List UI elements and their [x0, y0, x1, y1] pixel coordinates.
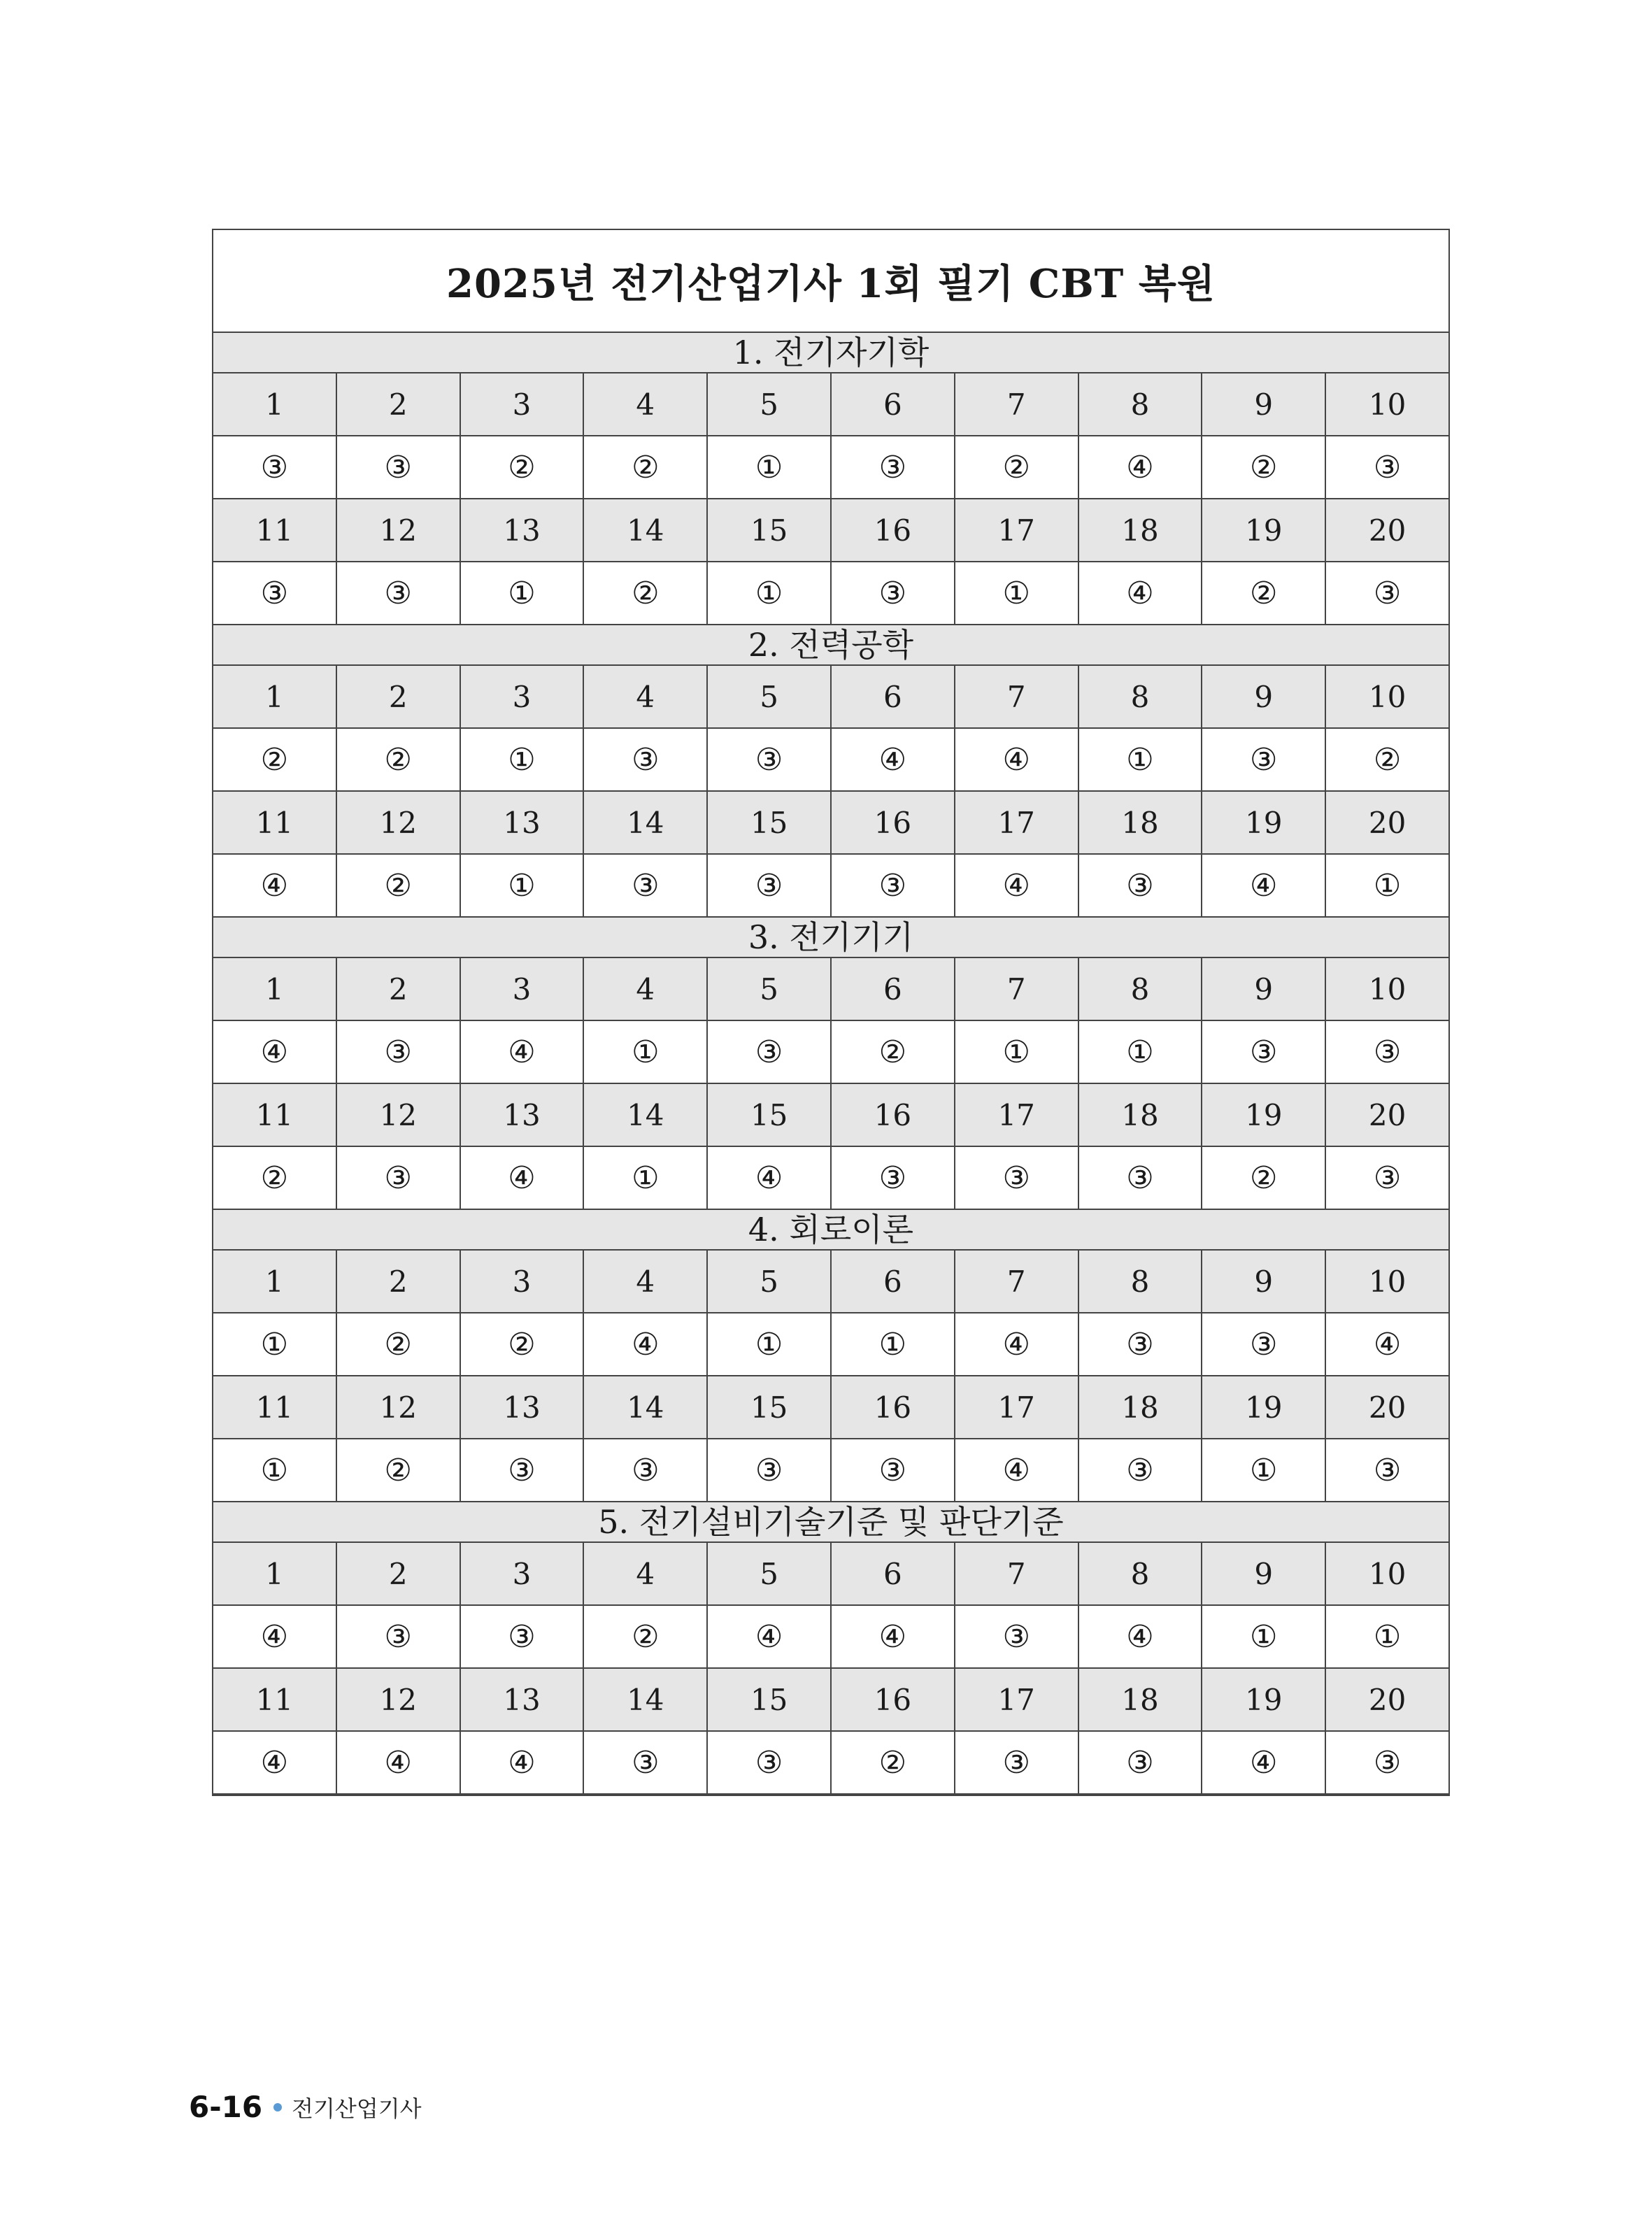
answer-cell: ③	[955, 1606, 1079, 1667]
question-number-cell: 11	[213, 792, 337, 853]
answer-cell: ④	[1079, 562, 1203, 624]
question-number-cell: 5	[708, 373, 832, 435]
answer-cell: ④	[1202, 855, 1326, 916]
answer-cell: ①	[584, 1147, 708, 1209]
answer-cell: ④	[832, 1606, 955, 1667]
question-number-cell: 16	[832, 1084, 955, 1146]
answer-cell: ③	[832, 1439, 955, 1501]
answer-cell: ②	[584, 436, 708, 498]
question-number-cell: 11	[213, 499, 337, 561]
answer-cell: ②	[461, 1313, 585, 1375]
answer-cell: ②	[1202, 436, 1326, 498]
answer-cell: ②	[584, 1606, 708, 1667]
question-number-cell: 2	[337, 666, 461, 727]
answer-row	[213, 436, 1448, 499]
question-number-cell: 6	[832, 373, 955, 435]
question-number-cell: 3	[461, 1251, 585, 1312]
question-number-cell: 10	[1368, 1264, 1407, 1299]
answer-cell: ③	[1202, 1313, 1326, 1375]
answer-cell: ③	[1373, 1452, 1402, 1488]
subject-section	[213, 333, 1448, 625]
answer-cell: ③	[1373, 1034, 1402, 1070]
question-number-cell: 19	[1202, 499, 1326, 561]
question-number-cell: 20	[1368, 1682, 1407, 1717]
question-number-cell: 12	[337, 792, 461, 853]
question-number-cell: 9	[1202, 666, 1326, 727]
answer-cell: ②	[337, 855, 461, 916]
subject-title: 5. 전기설비기술기준 및 판단기준	[213, 1502, 1448, 1543]
question-number-cell: 2	[337, 1543, 461, 1604]
answer-cell: ②	[213, 729, 337, 790]
answer-row	[213, 1147, 1448, 1210]
page-footer	[189, 2090, 422, 2124]
question-number-cell: 18	[1079, 1669, 1203, 1730]
question-number-cell: 10	[1368, 679, 1407, 714]
question-number-cell: 8	[1079, 373, 1203, 435]
question-number-cell: 18	[1079, 1376, 1203, 1438]
question-number-cell: 17	[955, 792, 1079, 853]
answer-cell: ①	[584, 1021, 708, 1083]
question-number-cell: 8	[1079, 1251, 1203, 1312]
question-number-cell: 3	[461, 373, 585, 435]
answer-cell: ④	[213, 1732, 337, 1793]
question-number-cell: 3	[461, 958, 585, 1020]
answer-cell: ④	[461, 1021, 585, 1083]
question-number-cell: 13	[461, 1376, 585, 1438]
question-number-cell: 1	[213, 1543, 337, 1604]
answer-row	[213, 729, 1448, 792]
question-number-row	[213, 1084, 1448, 1147]
question-number-cell: 13	[461, 499, 585, 561]
question-number-cell: 9	[1202, 373, 1326, 435]
answer-cell: ③	[832, 1147, 955, 1209]
answer-cell: ④	[708, 1147, 832, 1209]
subject-section	[213, 1502, 1448, 1795]
answer-cell: ③	[1079, 1313, 1203, 1375]
answer-cell: ③	[1373, 449, 1402, 485]
answer-row	[213, 562, 1448, 625]
question-number-cell: 19	[1202, 1376, 1326, 1438]
answer-cell: ③	[708, 729, 832, 790]
answer-sheet-table	[212, 229, 1450, 1796]
answer-cell: ③	[1373, 1160, 1402, 1196]
question-number-cell: 15	[708, 792, 832, 853]
answer-cell: ③	[832, 436, 955, 498]
answer-cell: ②	[955, 436, 1079, 498]
question-number-cell: 11	[213, 1084, 337, 1146]
question-number-cell: 1	[213, 1251, 337, 1312]
question-number-cell: 20	[1368, 513, 1407, 548]
answer-cell: ①	[1373, 867, 1402, 904]
answer-cell: ②	[337, 1313, 461, 1375]
question-number-row	[213, 373, 1448, 436]
answer-cell: ③	[1373, 1744, 1402, 1781]
question-number-cell: 12	[337, 1669, 461, 1730]
answer-cell: ②	[832, 1732, 955, 1793]
answer-cell: ③	[832, 562, 955, 624]
book-title: 전기산업기사	[292, 2095, 422, 2122]
question-number-cell: 5	[708, 1543, 832, 1604]
page-number: 6-16	[189, 2090, 263, 2124]
question-number-cell: 15	[708, 1084, 832, 1146]
subject-section	[213, 918, 1448, 1210]
answer-cell: ④	[1373, 1326, 1402, 1362]
question-number-cell: 17	[955, 1669, 1079, 1730]
answer-row	[213, 1606, 1448, 1669]
question-number-cell: 11	[213, 1669, 337, 1730]
answer-cell: ②	[213, 1147, 337, 1209]
answer-cell: ①	[1373, 1618, 1402, 1655]
question-number-cell: 16	[832, 499, 955, 561]
subject-section	[213, 1210, 1448, 1502]
subject-title: 2. 전력공학	[213, 625, 1448, 666]
answer-cell: ②	[1202, 1147, 1326, 1209]
answer-cell: ③	[337, 1021, 461, 1083]
answer-cell: ③	[584, 1732, 708, 1793]
question-number-cell: 9	[1202, 958, 1326, 1020]
answer-cell: ④	[461, 1147, 585, 1209]
answer-cell: ③	[1079, 1732, 1203, 1793]
answer-cell: ③	[213, 562, 337, 624]
question-number-row	[213, 1251, 1448, 1313]
question-number-cell: 16	[832, 792, 955, 853]
answer-cell: ③	[708, 1021, 832, 1083]
bullet-dot-icon	[273, 2103, 282, 2112]
answer-cell: ①	[461, 729, 585, 790]
answer-cell: ③	[955, 1732, 1079, 1793]
question-number-cell: 20	[1368, 1390, 1407, 1425]
answer-cell: ④	[955, 1313, 1079, 1375]
question-number-cell: 1	[213, 373, 337, 435]
answer-cell: ③	[1202, 729, 1326, 790]
question-number-cell: 11	[213, 1376, 337, 1438]
answer-row	[213, 1732, 1448, 1795]
answer-cell: ③	[1079, 1439, 1203, 1501]
answer-cell: ④	[708, 1606, 832, 1667]
answer-cell: ③	[708, 1439, 832, 1501]
answer-cell: ③	[461, 1439, 585, 1501]
question-number-cell: 17	[955, 1084, 1079, 1146]
answer-cell: ③	[1079, 1147, 1203, 1209]
answer-cell: ①	[955, 1021, 1079, 1083]
answer-row	[213, 1439, 1448, 1502]
question-number-cell: 13	[461, 1669, 585, 1730]
question-number-cell: 4	[584, 666, 708, 727]
question-number-cell: 10	[1368, 387, 1407, 422]
question-number-cell: 14	[584, 1376, 708, 1438]
question-number-cell: 15	[708, 499, 832, 561]
question-number-cell: 6	[832, 958, 955, 1020]
answer-cell: ①	[461, 855, 585, 916]
answer-row	[213, 1313, 1448, 1376]
answer-cell: ③	[584, 1439, 708, 1501]
answer-cell: ③	[337, 436, 461, 498]
question-number-cell: 20	[1368, 805, 1407, 840]
answer-cell: ①	[213, 1313, 337, 1375]
question-number-row	[213, 792, 1448, 855]
question-number-cell: 17	[955, 1376, 1079, 1438]
answer-cell: ③	[1079, 855, 1203, 916]
answer-cell: ①	[708, 436, 832, 498]
answer-cell: ④	[955, 1439, 1079, 1501]
subject-title: 1. 전기자기학	[213, 333, 1448, 373]
question-number-row	[213, 1376, 1448, 1439]
question-number-cell: 8	[1079, 666, 1203, 727]
answer-cell: ①	[1202, 1606, 1326, 1667]
question-number-cell: 5	[708, 958, 832, 1020]
question-number-row	[213, 666, 1448, 729]
answer-cell: ②	[461, 436, 585, 498]
answer-cell: ②	[337, 729, 461, 790]
question-number-cell: 14	[584, 499, 708, 561]
question-number-cell: 6	[832, 1251, 955, 1312]
question-number-cell: 12	[337, 1084, 461, 1146]
question-number-cell: 3	[461, 666, 585, 727]
question-number-cell: 7	[955, 666, 1079, 727]
question-number-cell: 2	[337, 373, 461, 435]
question-number-cell: 8	[1079, 958, 1203, 1020]
answer-cell: ①	[708, 1313, 832, 1375]
question-number-cell: 1	[213, 666, 337, 727]
answer-cell: ①	[955, 562, 1079, 624]
answer-cell: ②	[832, 1021, 955, 1083]
question-number-cell: 18	[1079, 1084, 1203, 1146]
answer-cell: ①	[832, 1313, 955, 1375]
answer-cell: ①	[461, 562, 585, 624]
answer-cell: ③	[461, 1606, 585, 1667]
question-number-cell: 4	[584, 958, 708, 1020]
answer-cell: ③	[584, 855, 708, 916]
answer-cell: ③	[955, 1147, 1079, 1209]
answer-cell: ④	[213, 1021, 337, 1083]
question-number-cell: 5	[708, 1251, 832, 1312]
answer-cell: ①	[1079, 1021, 1203, 1083]
answer-cell: ①	[708, 562, 832, 624]
answer-cell: ④	[1202, 1732, 1326, 1793]
answer-row	[213, 1021, 1448, 1084]
answer-cell: ③	[1373, 575, 1402, 611]
question-number-cell: 4	[584, 373, 708, 435]
question-number-cell: 7	[955, 373, 1079, 435]
question-number-cell: 16	[832, 1376, 955, 1438]
question-number-cell: 2	[337, 1251, 461, 1312]
question-number-cell: 19	[1202, 1669, 1326, 1730]
answer-cell: ④	[832, 729, 955, 790]
question-number-cell: 10	[1368, 971, 1407, 1006]
answer-cell: ③	[832, 855, 955, 916]
answer-row	[213, 855, 1448, 918]
subject-title: 3. 전기기기	[213, 918, 1448, 958]
question-number-cell: 14	[584, 792, 708, 853]
answer-cell: ③	[584, 729, 708, 790]
answer-cell: ④	[213, 1606, 337, 1667]
question-number-cell: 1	[213, 958, 337, 1020]
question-number-cell: 9	[1202, 1543, 1326, 1604]
question-number-cell: 18	[1079, 792, 1203, 853]
question-number-cell: 3	[461, 1543, 585, 1604]
question-number-cell: 19	[1202, 792, 1326, 853]
question-number-cell: 12	[337, 499, 461, 561]
answer-cell: ④	[955, 855, 1079, 916]
answer-cell: ④	[1079, 1606, 1203, 1667]
answer-cell: ③	[708, 855, 832, 916]
question-number-cell: 13	[461, 1084, 585, 1146]
question-number-cell: 9	[1202, 1251, 1326, 1312]
answer-cell: ④	[955, 729, 1079, 790]
question-number-cell: 15	[708, 1376, 832, 1438]
question-number-cell: 16	[832, 1669, 955, 1730]
answer-cell: ③	[337, 562, 461, 624]
answer-cell: ③	[337, 1147, 461, 1209]
question-number-row	[213, 1669, 1448, 1732]
question-number-cell: 19	[1202, 1084, 1326, 1146]
question-number-row	[213, 1543, 1448, 1606]
question-number-cell: 8	[1079, 1543, 1203, 1604]
answer-cell: ④	[213, 855, 337, 916]
subject-title: 4. 회로이론	[213, 1210, 1448, 1251]
answer-cell: ③	[337, 1606, 461, 1667]
question-number-cell: 20	[1368, 1097, 1407, 1132]
question-number-cell: 18	[1079, 499, 1203, 561]
question-number-cell: 15	[708, 1669, 832, 1730]
question-number-cell: 6	[832, 1543, 955, 1604]
question-number-cell: 13	[461, 792, 585, 853]
question-number-row	[213, 499, 1448, 562]
answer-cell: ③	[1202, 1021, 1326, 1083]
answer-cell: ①	[213, 1439, 337, 1501]
question-number-cell: 14	[584, 1669, 708, 1730]
question-number-cell: 12	[337, 1376, 461, 1438]
answer-cell: ②	[1202, 562, 1326, 624]
question-number-cell: 7	[955, 1543, 1079, 1604]
question-number-row	[213, 958, 1448, 1021]
answer-cell: ①	[1202, 1439, 1326, 1501]
question-number-cell: 7	[955, 958, 1079, 1020]
question-number-cell: 6	[832, 666, 955, 727]
answer-cell: ④	[1079, 436, 1203, 498]
question-number-cell: 7	[955, 1251, 1079, 1312]
answer-cell: ④	[584, 1313, 708, 1375]
answer-cell: ③	[213, 436, 337, 498]
answer-cell: ①	[1079, 729, 1203, 790]
subject-section	[213, 625, 1448, 918]
question-number-cell: 17	[955, 499, 1079, 561]
answer-cell: ④	[337, 1732, 461, 1793]
question-number-cell: 10	[1368, 1556, 1407, 1591]
answer-cell: ②	[584, 562, 708, 624]
question-number-cell: 5	[708, 666, 832, 727]
answer-cell: ②	[337, 1439, 461, 1501]
question-number-cell: 2	[337, 958, 461, 1020]
sections-container	[213, 333, 1448, 1795]
answer-cell: ④	[461, 1732, 585, 1793]
question-number-cell: 14	[584, 1084, 708, 1146]
answer-cell: ②	[1373, 741, 1402, 778]
answer-cell: ③	[708, 1732, 832, 1793]
question-number-cell: 4	[584, 1251, 708, 1312]
question-number-cell: 4	[584, 1543, 708, 1604]
page-title: 2025년 전기산업기사 1회 필기 CBT 복원	[213, 230, 1448, 333]
